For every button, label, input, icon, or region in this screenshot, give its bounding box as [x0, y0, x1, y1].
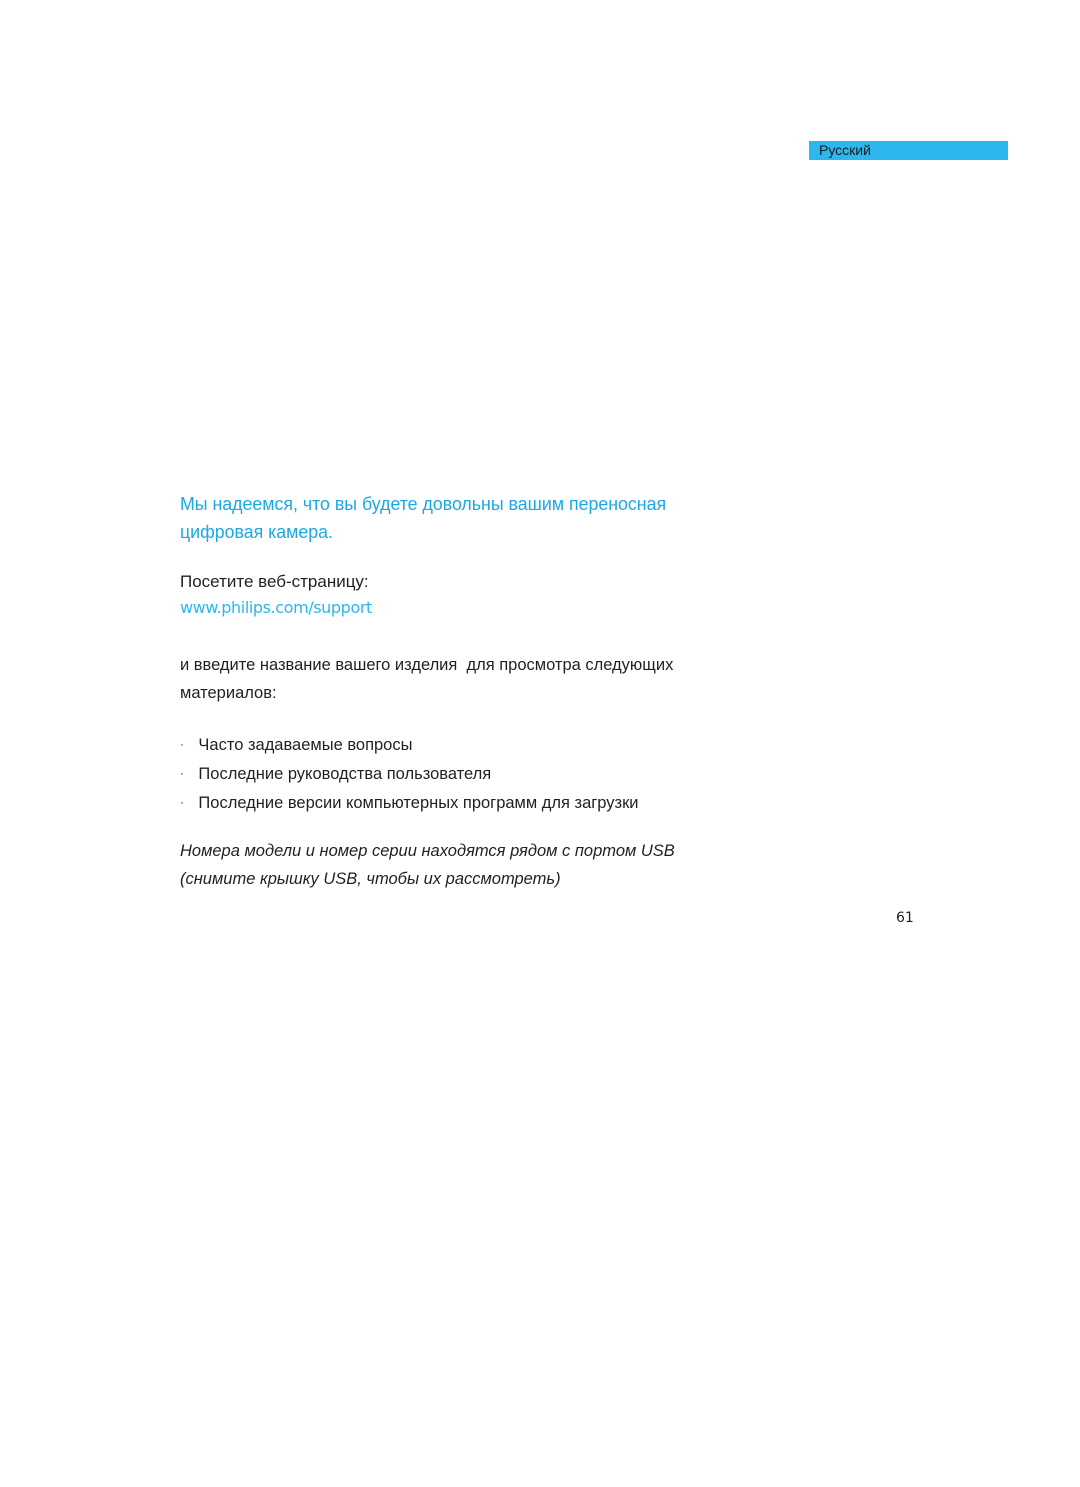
language-tab-label: Русский	[819, 142, 871, 158]
language-tab	[809, 141, 1008, 160]
headline-line-2: цифровая камера.	[180, 521, 333, 542]
headline	[180, 490, 718, 546]
list-item	[180, 730, 639, 759]
list-item-label: Часто задаваемые вопросы	[198, 735, 413, 754]
serial-number-note	[180, 837, 675, 893]
page-number: 61	[896, 910, 914, 926]
visit-label: Посетите веб-страницу:	[180, 572, 369, 591]
list-item	[180, 788, 639, 817]
bullet-dot-icon: ·	[180, 766, 184, 780]
bullet-dot-icon: ·	[180, 795, 184, 809]
headline-line-1: Мы надеемся, что вы будете довольны вашим переносная	[180, 493, 667, 514]
resource-list	[180, 730, 653, 817]
note-line-2: (снимите крышку USB, чтобы их рассмотреть)	[180, 869, 561, 888]
intro-line-1: и введите название вашего изделия для просмотра следующих	[180, 655, 674, 674]
list-item-label: Последние версии компьютерных программ для загрузки	[198, 793, 639, 812]
support-link[interactable]: www.philips.com/support	[180, 598, 372, 617]
note-line-1: Номера модели и номер серии находятся рядом с портом USB	[180, 841, 675, 860]
list-item-label: Последние руководства пользователя	[198, 764, 492, 783]
bullet-dot-icon: ·	[180, 737, 184, 751]
intro-line-2: материалов:	[180, 683, 277, 702]
list-item	[180, 759, 639, 788]
intro-text	[180, 651, 723, 707]
